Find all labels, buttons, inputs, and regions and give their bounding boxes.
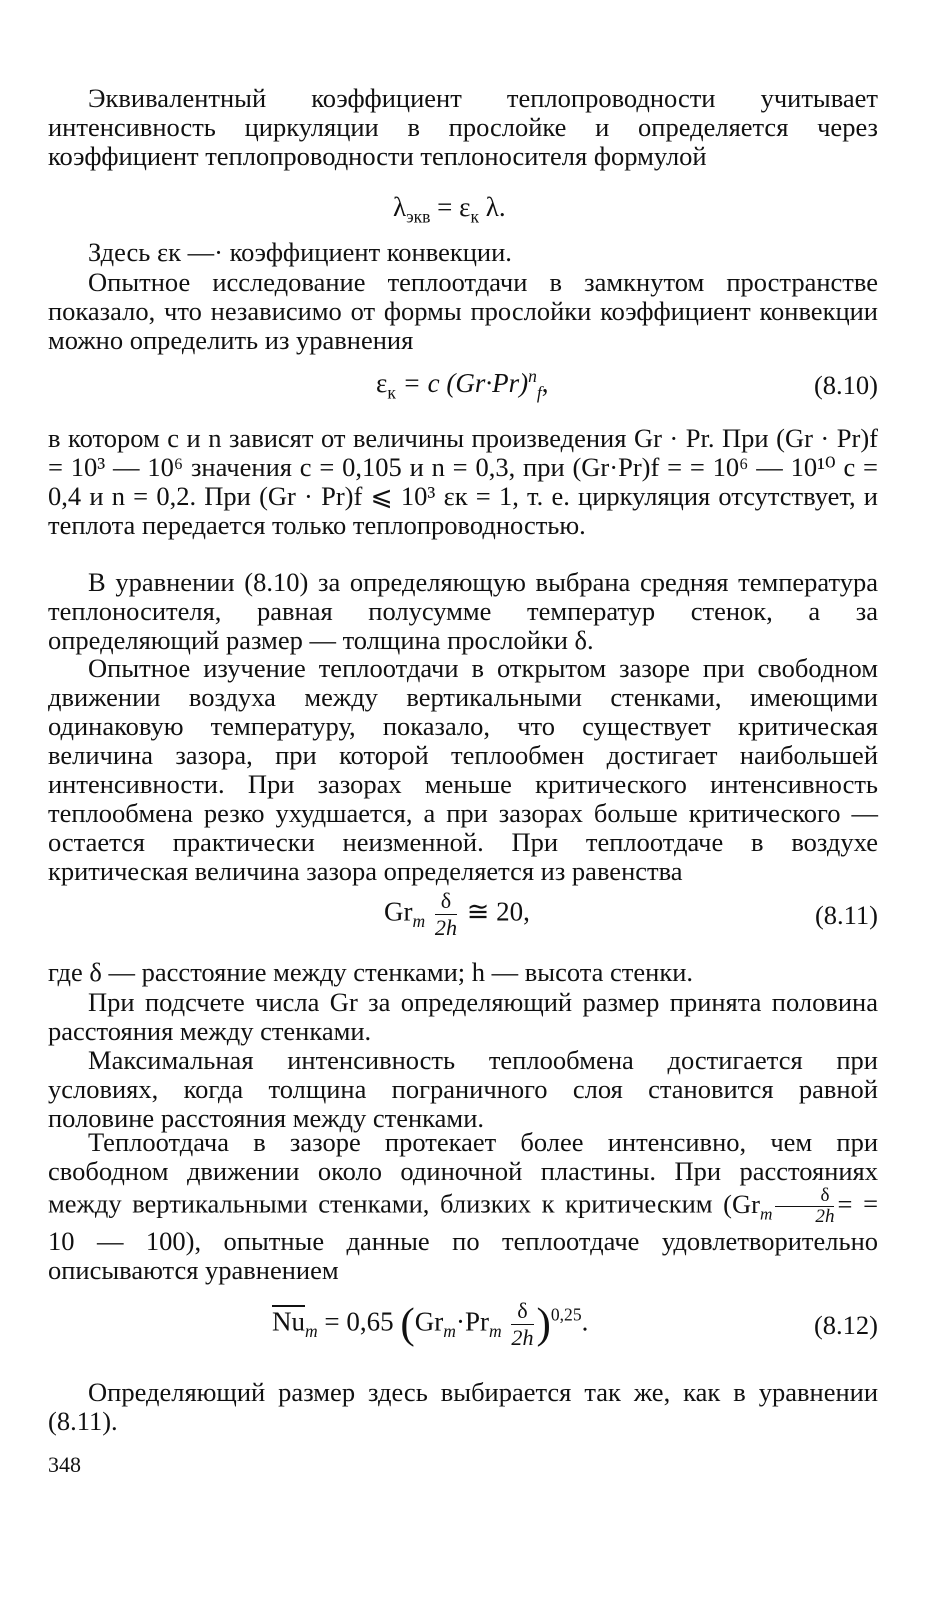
formula-symbol: $\overline{Nu}$	[272, 1306, 305, 1337]
left-paren: (	[400, 1300, 415, 1348]
fraction-denominator: 2h	[511, 1325, 534, 1350]
paragraph-text: = 10 — 100), опытные данные по теплоотдаче удовлетворительно описываются уравнением	[48, 1188, 879, 1285]
paragraph-equivalent-conductivity: Эквивалентный коэффициент теплопроводности учитывает интенсивность циркуляции в прослойке и определяется через коэффициент теплопроводности теплоносителя формулой	[48, 83, 878, 171]
formula-symbol: ≅ 20,	[466, 896, 530, 927]
formula-symbol: Gr	[384, 896, 413, 927]
fraction-numerator: δ	[435, 888, 457, 915]
equation-number-8-12: (8.12)	[813, 1310, 878, 1340]
formula-subscript: к	[387, 382, 396, 403]
formula-symbol: = ε	[437, 192, 471, 222]
paragraph-c-n-values: в котором c и n зависят от величины произведения Gr · Pr. При (Gr · Pr)f = 10³ — 10⁶ значения c = 0,105 и n = 0,3, при (Gr·Pr)f = = 10⁶ — 10¹⁰ c = 0,4 и n = 0,2. При (Gr · Pr)f ⩽ 10³ εк = 1, т. е. циркуляция отсутствует, и теплота передается только теплопроводностью.	[48, 423, 878, 540]
formula-critical-gap	[384, 888, 530, 941]
formula-subscript: m	[443, 1321, 456, 1342]
formula-lambda-equivalent	[393, 192, 506, 227]
formula-symbol: = 0,65	[324, 1306, 394, 1337]
formula-symbol: ε	[376, 368, 388, 398]
formula-exponent: 0,25	[550, 1304, 582, 1325]
formula-subscript: к	[470, 206, 480, 227]
paragraph-defining-temperature: В уравнении (8.10) за определяющую выбрана средняя температура теплоносителя, равная полусумме температур стенок, а за определяющий размер — толщина прослойки δ.	[48, 567, 878, 655]
paragraph-defining-size: Определяющий размер здесь выбирается так же, как в уравнении (8.11).	[48, 1377, 878, 1436]
equation-number-8-10: (8.10)	[813, 370, 878, 400]
inline-formula-gr-delta	[723, 1185, 863, 1227]
formula-body: = c (Gr·Pr)	[402, 368, 529, 398]
fraction-denominator: 2h	[815, 1206, 835, 1227]
formula-convection	[376, 366, 549, 403]
formula-symbol: Gr	[414, 1306, 444, 1337]
formula-subscript: экв	[406, 206, 431, 227]
fraction-numerator: δ	[511, 1298, 533, 1325]
formula-subscript: m	[305, 1321, 318, 1342]
fraction-delta-2h	[435, 888, 457, 941]
paragraph-open-gap: Опытное изучение теплоотдачи в открытом зазоре при свободном движении воздуха между вертикальными стенками, имеющими одинаковую температуру, показало, что существует критическая величина зазора, при которой теплообмен достигает наибольшей интенсивности. При зазорах меньше критического интенсивность теплообмена резко ухудшается, а при зазорах больше критического — остается практически неизменной. При теплоотдаче в воздухе критическая величина зазора определяется из равенства	[48, 653, 878, 886]
formula-symbol: ,	[541, 368, 549, 398]
page-number: 348	[48, 1452, 81, 1477]
formula-subscript: m	[488, 1321, 502, 1342]
formula-symbol: .	[581, 1306, 589, 1337]
formula-subscript: m	[412, 911, 426, 932]
paragraph-max-intensity: Максимальная интенсивность теплообмена достигается при условиях, когда толщина пограничного слоя становится равной половине расстояния между стенками.	[48, 1045, 878, 1133]
formula-symbol: ·Pr	[455, 1306, 489, 1337]
formula-nusselt	[272, 1298, 588, 1351]
formula-symbol: λ.	[479, 192, 506, 222]
formula-subscript: m	[759, 1203, 773, 1223]
formula-symbol: =	[837, 1188, 853, 1219]
formula-subscript: f	[536, 382, 542, 403]
formula-symbol: (Gr	[723, 1188, 760, 1219]
equation-number-8-11: (8.11)	[814, 900, 878, 930]
right-paren: )	[536, 1300, 551, 1348]
formula-superscript: n	[528, 366, 537, 386]
paragraph-experimental-study: Опытное исследование теплоотдачи в замкнутом пространстве показало, что независимо от формы прослойки коэффициент конвекции можно определить из уравнения	[48, 267, 878, 355]
fraction-numerator: δ	[775, 1186, 834, 1207]
paragraph-where-delta: где δ — расстояние между стенками; h — высота стенки.	[48, 957, 694, 987]
formula-symbol: λ	[393, 192, 407, 222]
fraction-denominator: 2h	[434, 915, 458, 940]
paragraph-gr-determination: При подсчете числа Gr за определяющий размер принята половина расстояния между стенками.	[48, 987, 878, 1046]
fraction-delta-2h	[775, 1186, 834, 1227]
paragraph-convection-coefficient: Здесь εк —· коэффициент конвекции.	[88, 237, 512, 267]
fraction-delta-2h	[511, 1298, 533, 1351]
paragraph-gap-heat-transfer	[48, 1128, 878, 1285]
paragraph-text: Теплоотдача в зазоре протекает более интенсивно, чем при свободном движении около одиночной пластины. При расстояниях между вертикальными стенками, близких к критическим	[48, 1127, 878, 1219]
